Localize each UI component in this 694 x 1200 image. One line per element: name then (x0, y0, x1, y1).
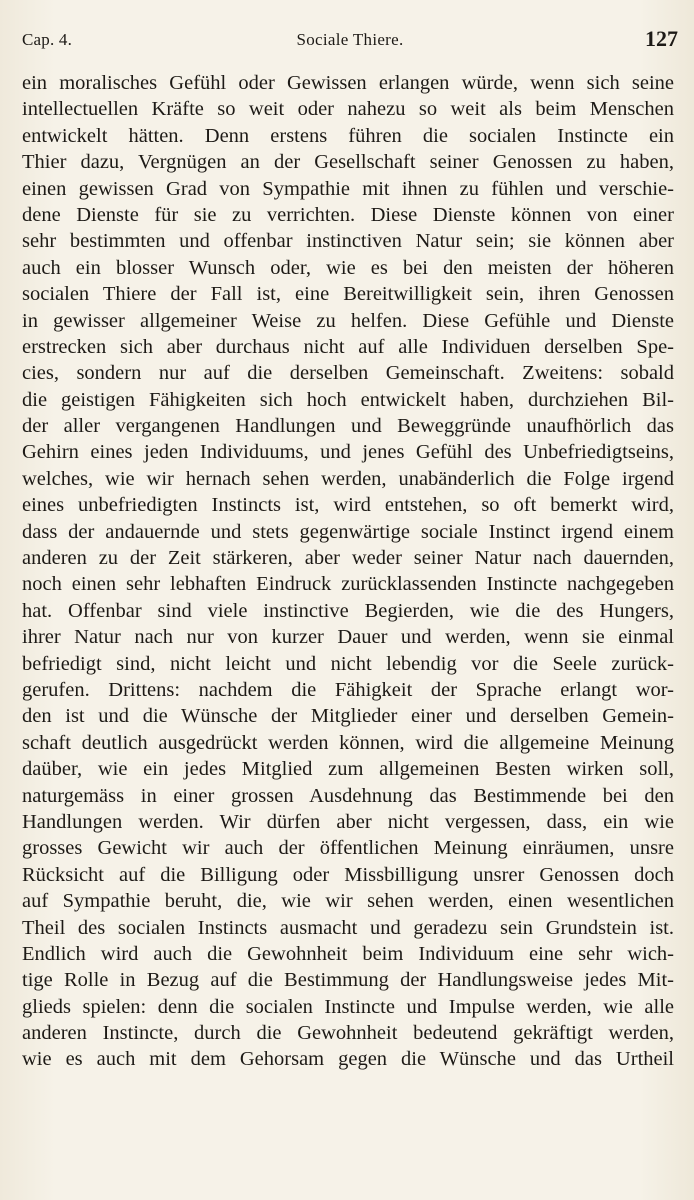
text-line: die geistigen Fähigkeiten sich hoch entwickelt haben, durchziehen Bil- (22, 388, 674, 411)
text-line: grosses Gewicht wir auch der öffentlichen Meinung einräumen, unsre (22, 837, 674, 860)
text-line: dene Dienste für sie zu verrichten. Diese Dienste können von einer (22, 203, 674, 226)
text-line: den ist und die Wünsche der Mitglieder einer und derselben Gemein- (22, 705, 674, 728)
running-title: Sociale Thiere. (296, 30, 404, 49)
text-line: eines unbefriedigten Instincts ist, wird entstehen, so oft bemerkt wird, (22, 494, 674, 517)
text-line: Theil des socialen Instincts ausmacht und geradezu sein Grundstein ist. (22, 916, 674, 939)
text-line: Handlungen werden. Wir dürfen aber nicht vergessen, dass, ein wie (22, 810, 674, 833)
text-line: erstrecken sich aber durchaus nicht auf alle Individuen derselben Spe- (22, 335, 674, 358)
text-line: welches, wie wir hernach sehen werden, unabänderlich die Folge irgend (22, 467, 674, 490)
text-line: schaft deutlich ausgedrückt werden können, wird die allgemeine Meinung (22, 731, 674, 754)
text-line: auf Sympathie beruht, die, wie wir sehen werden, einen wesentlichen (22, 890, 674, 913)
text-line: glieds spielen: denn die socialen Instincte und Impulse werden, wie alle (22, 995, 674, 1018)
text-line: sehr bestimmten und offenbar instinctiven Natur sein; sie können aber (22, 230, 674, 253)
text-line: Endlich wird auch die Gewohnheit beim Individuum eine sehr wich- (22, 942, 674, 965)
text-line: daüber, wie ein jedes Mitglied zum allgemeinen Besten wirken soll, (22, 758, 674, 781)
text-line: ihrer Natur nach nur von kurzer Dauer und werden, wenn sie einmal (22, 626, 674, 649)
text-line: Thier dazu, Vergnügen an der Gesellschaft seiner Genossen zu haben, (22, 151, 674, 174)
running-header (22, 26, 678, 54)
text-line: gerufen. Drittens: nachdem die Fähigkeit der Sprache erlangt wor- (22, 678, 674, 701)
text-line: ein moralisches Gefühl oder Gewissen erlangen würde, wenn sich seine (22, 72, 674, 94)
text-line: dass der andauernde und stets gegenwärtige sociale Instinct irgend einem (22, 520, 674, 543)
text-line: der aller vergangenen Handlungen und Beweggründe unaufhörlich das (22, 415, 674, 438)
text-line: einen gewissen Grad von Sympathie mit ihnen zu fühlen und verschie- (22, 177, 674, 200)
text-line: socialen Thiere der Fall ist, eine Bereitwilligkeit sein, ihren Genossen (22, 283, 674, 306)
text-line: tige Rolle in Bezug auf die Bestimmung der Handlungsweise jedes Mit- (22, 969, 674, 992)
text-line: noch einen sehr lebhaften Eindruck zurücklassenden Instincte nachgegeben (22, 573, 674, 596)
text-line: Rücksicht auf die Billigung oder Missbilligung unsrer Genossen doch (22, 863, 674, 886)
text-line: befriedigt sind, nicht leicht und nicht lebendig vor die Seele zurück- (22, 652, 674, 675)
text-line: entwickelt hätten. Denn erstens führen die socialen Instincte ein (22, 124, 674, 147)
text-line: Gehirn eines jeden Individuums, und jenes Gefühl des Unbefriedigtseins, (22, 441, 674, 464)
chapter-label: Cap. 4. (22, 30, 73, 49)
text-line: cies, sondern nur auf die derselben Gemeinschaft. Zweitens: sobald (22, 362, 674, 385)
text-line: in gewisser allgemeiner Weise zu helfen. Diese Gefühle und Dienste (22, 309, 674, 332)
text-line: auch ein blosser Wunsch oder, wie es bei den meisten der höheren (22, 256, 674, 279)
text-line: anderen Instincte, durch die Gewohnheit bedeutend gekräftigt werden, (22, 1022, 674, 1045)
text-line: anderen zu der Zeit stärkeren, aber weder seiner Natur nach dauernden, (22, 547, 674, 570)
text-line: hat. Offenbar sind viele instinctive Begierden, wie die des Hungers, (22, 599, 674, 622)
text-line: intellectuellen Kräfte so weit oder nahezu so weit als beim Menschen (22, 98, 674, 121)
page-number: 127 (645, 26, 678, 51)
text-line: naturgemäss in einer grossen Ausdehnung das Bestimmende bei den (22, 784, 674, 807)
text-line: wie es auch mit dem Gehorsam gegen die Wünsche und das Urtheil (22, 1048, 674, 1071)
body-text (22, 70, 674, 1073)
